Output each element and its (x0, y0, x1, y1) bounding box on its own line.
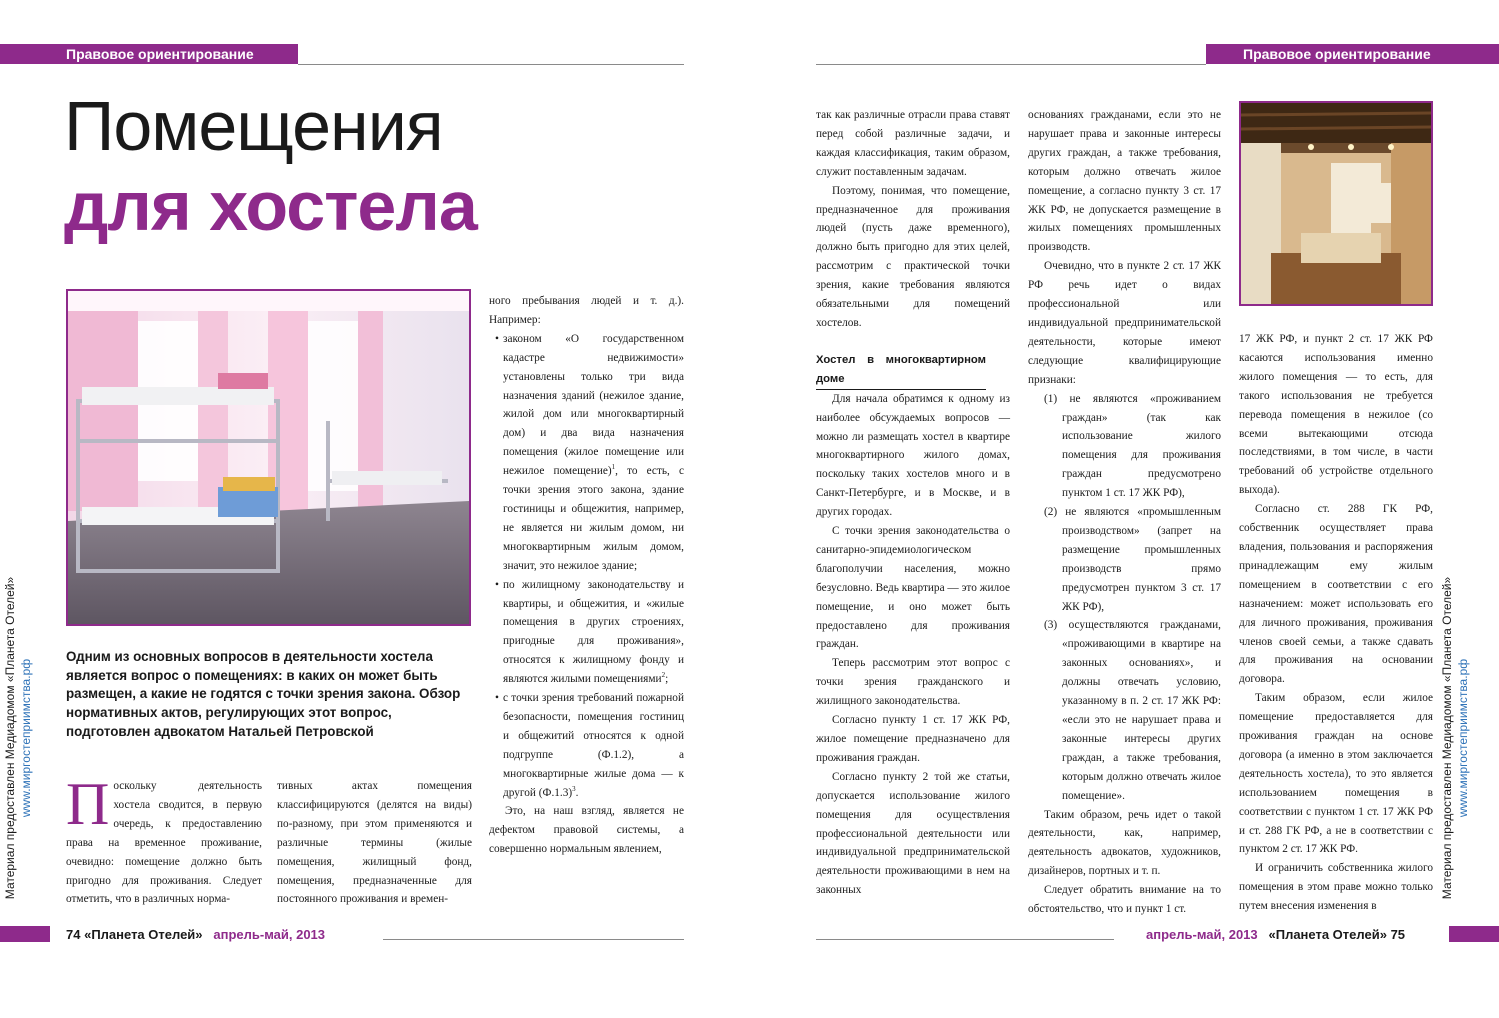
bullet-2: • по жилищному законодательству и квартиры, и общежития, и «жилые помещения в других строениях, пригодные для проживания», относятся к жилищному фонду и являются жилыми помещениями$^2$; (489, 576, 684, 689)
footer-rule-left (383, 939, 684, 940)
title-line-2: для хостела (64, 167, 477, 245)
sidebar-credit-right: Материал предоставлен Медиадомом «Планета Отелей» www.миргостеприимства.рф (1440, 576, 1470, 900)
issue-date-left: апрель-май, 2013 (213, 927, 326, 942)
criterion-3: (3) осуществляются гражданами, «проживающими в квартире на законных основаниях», и должны отвечать условию, указанному в п. 2 ст. 17 ЖК РФ: «если это не нарушает права и законные интересы других граждан, а также требования, которым должно отвечать жилое помещение». (1044, 619, 1221, 802)
bullet-1: • законом «О государственном кадастре недвижимости» установлены только три вида назначения зданий (нежилое здание, жилой дом или многоквартирный дом) и два вида назначения помещения (жилое помещение или нежилое помещение)$^1$, то есть, с точки зрения этого закона, здание гостиницы и общежития, например, не является ни жилым домом, ни многоквартирным жилым домом, значит, это нежилое здание; (489, 330, 684, 576)
column-4: так как различные отрасли права ставят перед собой различные задачи, и каждая классификация, таким образом, служит поставленным задачам. Поэтому, понимая, что помещение, предназначенное для проживания людей (пусть даже временного), должно быть пригодно для этих целей, рассмотрим с практической точки зрения, какие требования являются обязательными для помещений хостелов. Хостел в многоквартирном доме Для начала обратимся к одному из наиболее обсуждаемых вопросов — можно ли размещать хостел в квартире многоквартирного жилого домах, поскольку таких хостелов много и в Санкт-Петербурге, и в Москве, и в других городах. С точки зрения законодательства о санитарно-эпидемиологическом благополучии населения, можно безусловно. Ведь квартира — это жилое помещение, и оно может быть предоставлено для проживания граждан. Теперь рассмотрим этот вопрос с точки зрения гражданского и жилищного законодательства. Согласно пункту 1 ст. 17 ЖК РФ, жилое помещение предназначено для проживания граждан. Согласно пункту 2 той же статьи, допускается использование жилого помещения для осуществления профессиональной деятельности или индивидуальной предпринимательской деятельности проживающими в нем на законных (816, 109, 1010, 897)
dormitory-photo (66, 289, 471, 626)
col3-p1: ного пребывания людей и т. д.). Например: (489, 295, 684, 326)
column-6: 17 ЖК РФ, и пункт 2 ст. 17 ЖК РФ касаются использования именно жилого помещения — то есть, для такого использования не требуется перевода помещения в нежилое (со всеми вытекающими отсюда последствиями, в том числе, в части требований об устройстве отдельного выхода). Согласно ст. 288 ГК РФ, собственник осуществляет права владения, пользования и распоряжения принадлежащим ему жилым помещением в соответствии с его назначением: может использовать его для личного проживания, проживания членов своей семьи, а также сдавать для проживания на основании договора. Таким образом, если жилое помещение предоставляется для проживания граждан на основе договора (а именно в этом заключается деятельность хостела), то это является использованием помещения в соответствии с пунктом 1 ст. 17 ЖК РФ и ст. 288 ГК РФ, а не в соответствии с пунктом 2 ст. 17 ЖК РФ. И ограничить собственника жилого помещения в этом праве можно только путем внесения изменения в (1239, 333, 1433, 913)
footer-bar-right (1449, 926, 1499, 942)
col1-text: оскольку деятельность хостела сводится, в первую очередь, к предоставлению права на временное проживание, очевидно: помещение должно быть пригодно для проживания. Следует отметить, что в различных норма- (66, 780, 262, 906)
title-line-1: Помещения (64, 87, 443, 165)
subheading-hostel: Хостел в многоквартирном доме (816, 351, 986, 390)
magazine-name-left: «Планета Отелей» (84, 927, 203, 942)
section-tag-left: Правовое ориентирование (0, 44, 298, 64)
column-5: основаниях гражданами, если это не нарушает права и законные интересы других граждан, а также требования, которым должно отвечать жилое помещение, а согласно пункту 3 ст. 17 ЖК РФ, не допускается размещение в жилых помещениях промышленных производств. Очевидно, что в пункте 2 ст. 17 ЖК РФ речь идет о видах профессиональной или индивидуальной предпринимательской деятельности, которые имеют следующие квалифицирующие признаки: (1) не являются «проживанием граждан» (так как использование жилого помещения для проживания граждан предусмотрено пунктом 1 ст. 17 ЖК РФ), (2) не являются «промышленным производством» (запрет на размещение промышленных производств прямо предусмотрен пунктом 3 ст. 17 ЖК РФ), (3) осуществляются гражданами, «проживающими в квартире на законных основаниях», и должны отвечать условию, указанному в п. 2 ст. 17 ЖК РФ: «если это не нарушает права и законные интересы других граждан, а также требования, которым должно отвечать жилое помещение». Таким образом, речь идет о такой деятельности, как, например, деятельность адвокатов, художников, дизайнеров, портных и т. п. Следует обратить внимание на то обстоятельство, что и пункт 1 ст. (1028, 109, 1221, 916)
sidebar-credit-left: Материал предоставлен Медиадомом «Планета Отелей» www.миргостеприимства.рф (3, 576, 33, 900)
criterion-2: (2) не являются «промышленным производством» (запрет на размещение промышленных производств прямо предусмотрен пунктом 3 ст. 17 ЖК РФ), (1044, 506, 1221, 613)
footer-right (1146, 926, 1405, 944)
section-tag-right: Правовое ориентирование (1206, 44, 1499, 64)
page-number-left: 74 (66, 927, 81, 942)
hostel-interior-image (1241, 103, 1431, 304)
column-3 (489, 292, 684, 859)
reception-photo (1239, 101, 1433, 306)
page-number-right: 75 (1390, 927, 1406, 942)
drop-cap: П (66, 771, 110, 837)
header-rule-left (298, 64, 684, 65)
column-1 (66, 771, 262, 909)
lead-paragraph: Одним из основных вопросов в деятельности хостела является вопрос о помещениях: в каких он может быть размещен, а какие не годятся с точки зрения закона. Обзор нормативных актов, регулирующих этот вопрос, подготовлен адвокатом Натальей Петровской (66, 649, 461, 739)
col2-text: тивных актах помещения классифицируются (делятся на виды) по-разному, при этом применяются и различные термины (жилые помещения, жилищный фонд, помещения, предназначенные для постоянного проживания и времен- (277, 780, 472, 906)
col3-p2: Это, на наш взгляд, является не дефектом правовой системы, а совершенно нормальным явлением, (489, 805, 684, 856)
bunk-beds-image (68, 291, 469, 624)
magazine-name-right: «Планета Отелей» (1268, 927, 1387, 942)
header-rule-right (816, 64, 1206, 65)
footer-bar-left (0, 926, 50, 942)
issue-date-right: апрель-май, 2013 (1146, 927, 1258, 942)
footer-rule-right (816, 939, 1114, 940)
criterion-1: (1) не являются «проживанием граждан» (так как использование жилого помещения для проживания граждан предусмотрено пунктом 1 ст. 17 ЖК РФ), (1044, 392, 1221, 500)
footer-left (66, 926, 325, 944)
bullet-3: • с точки зрения требований пожарной безопасности, помещения гостиниц и общежитий относятся к одной подгруппе (Ф.1.2), а многоквартирные жилые дома — к другой $(Ф.1.3)^3$. (489, 689, 684, 802)
column-2 (277, 777, 472, 909)
